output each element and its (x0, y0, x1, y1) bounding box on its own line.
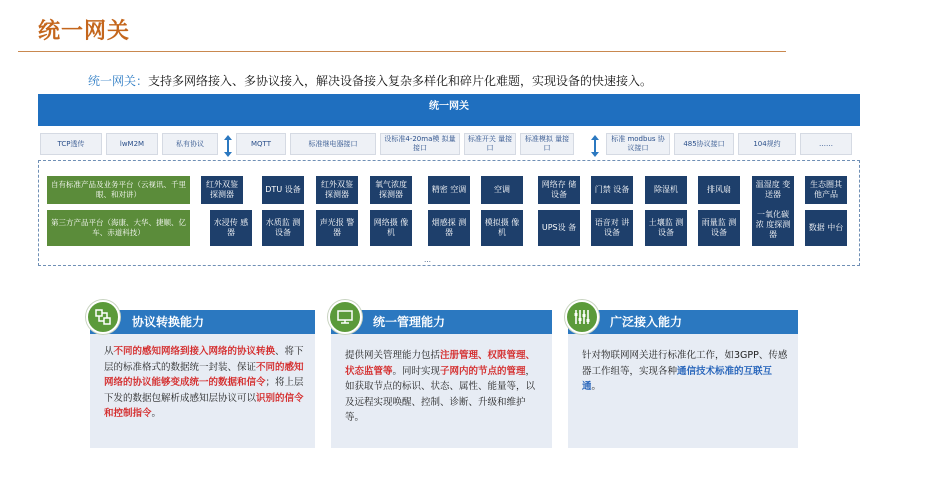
monitor-icon (328, 300, 362, 334)
card-title: 协议转换能力 (90, 310, 315, 334)
protocol-box: 标准开关 量接口 (464, 133, 516, 155)
card-text-segment: 提供网关管理能力包括 (345, 350, 441, 361)
card-title: 广泛接入能力 (568, 310, 798, 334)
protocol-box: 标准模拟 量接口 (520, 133, 574, 155)
card-body (568, 334, 798, 395)
device-box: 水浸传 感器 (210, 210, 252, 246)
card-body (90, 334, 315, 422)
protocol-box: 标准继电器接口 (290, 133, 376, 155)
protocol-box: 私有协议 (162, 133, 218, 155)
protocol-box: 104规约 (738, 133, 796, 155)
intro-lead: 统一网关： (88, 74, 149, 88)
device-box: 一氧化碳浓 度探测 器 (752, 204, 794, 246)
protocol-box: TCP透传 (40, 133, 102, 155)
device-box: 水质监 测设备 (262, 210, 304, 246)
device-box: 排风扇 (698, 176, 740, 204)
third-party-platform-box: 第三方产品平台（海康、大华、捷顺、亿车、赤道科技） (47, 210, 190, 246)
capability-card-protocol (90, 310, 315, 448)
bidirectional-arrow-icon (590, 135, 600, 157)
device-box: 门禁 设备 (591, 176, 633, 204)
card-text-segment: 通信技术标准的互联互通 (582, 365, 773, 392)
device-box: 数据 中台 (805, 210, 847, 246)
card-text-segment: ，如获取节点的标识、状态、属性、能量等，以及远程实现唤醒、控制、诊断、升级和维护等。 (345, 365, 536, 423)
device-box: 土壤监 测设备 (645, 210, 687, 246)
bidirectional-arrow-icon (223, 135, 233, 157)
card-text-segment: 注册管理、权限管理、状态监管等 (345, 350, 536, 377)
card-text-segment: 、将下层的标准格式的数据统一封装、保证 (104, 346, 304, 373)
device-box: 网络摄 像机 (370, 210, 412, 246)
device-box: 雨量监 测设备 (698, 210, 740, 246)
protocol-box: 485协议接口 (674, 133, 734, 155)
device-box: 模拟摄 像机 (481, 210, 523, 246)
device-box: 声光报 警器 (316, 210, 358, 246)
card-text-segment: 从 (104, 346, 114, 357)
device-box: 温湿度 变送器 (752, 176, 794, 204)
card-title: 统一管理能力 (331, 310, 552, 334)
device-box: 红外双鉴 探测器 (316, 176, 358, 204)
intro-body: 支持多网络接入、多协议接入，解决设备接入复杂多样化和碎片化难题，实现设备的快速接入。 (148, 74, 653, 88)
device-box: 网络存 储设备 (538, 176, 580, 204)
ellipsis-mark: … (424, 256, 431, 264)
card-body (331, 334, 552, 426)
protocol-box: …… (800, 133, 852, 155)
protocol-convert-icon (86, 300, 120, 334)
protocol-box: MQTT (236, 133, 286, 155)
card-text-segment: 。同时实现 (392, 365, 441, 377)
device-box: 红外双鉴 探测器 (201, 176, 243, 204)
card-text-segment: 不同的感知网络的协议能够变成统一的数据和信令 (104, 361, 304, 388)
card-text-segment: 不同的感知网络到接入网络的协议转换 (113, 346, 276, 357)
device-box: 除湿机 (645, 176, 687, 204)
page-title: 统一网关 (38, 19, 131, 44)
own-platform-box: 自有标准产品及业务平台（云视讯、千里眼、和对讲） (47, 176, 190, 204)
intro-text (88, 72, 652, 89)
capability-card-management (331, 310, 552, 448)
gateway-bar: 统一网关 (38, 94, 860, 126)
device-box: UPS设 备 (538, 210, 580, 246)
card-text-segment: 针对物联网网关进行标准化工作，如3GPP、传感器工作组等，实现各种 (582, 350, 788, 377)
device-box: DTU 设备 (262, 176, 304, 204)
device-box: 空调 (481, 176, 523, 204)
capability-card-access (568, 310, 798, 448)
device-box: 烟感探 测器 (428, 210, 470, 246)
card-text-segment: 子网内的节点的管理 (440, 365, 526, 377)
device-box: 精密 空调 (428, 176, 470, 204)
protocol-box: 标准 modbus 协议接口 (606, 133, 670, 155)
multi-access-icon (565, 300, 599, 334)
card-text-segment: 。 (591, 381, 602, 392)
card-text-segment: ；将上层下发的数据包解析成感知层协议可以 (104, 377, 304, 404)
device-box: 氧气浓度 探测器 (370, 176, 412, 204)
protocol-box: 设标准4-20ma模 拟量接口 (380, 133, 460, 155)
device-box: 生态圈其 他产品 (805, 176, 847, 204)
card-text-segment: 。 (151, 408, 162, 419)
card-text-segment: 识别的信令和控制指令 (104, 392, 304, 419)
protocol-box: lwM2M (106, 133, 158, 155)
device-box: 语音对 讲设备 (591, 210, 633, 246)
title-divider (18, 51, 786, 52)
